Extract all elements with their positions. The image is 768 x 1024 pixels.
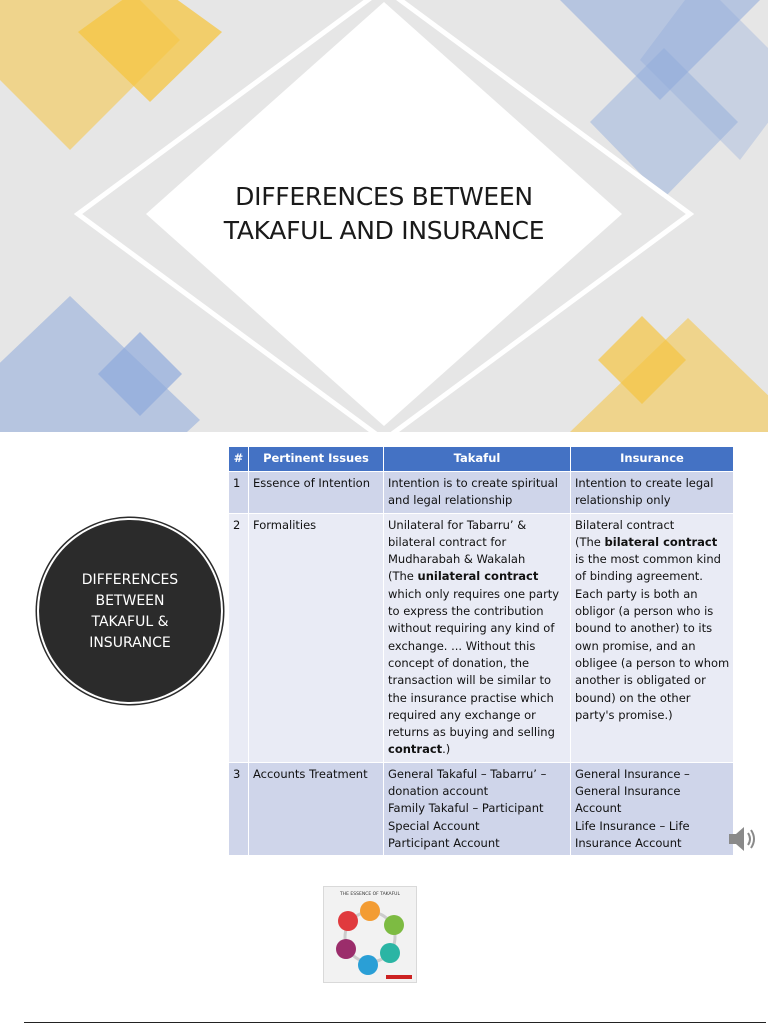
cell-text: (The (575, 534, 605, 549)
cell-text: .) (442, 742, 451, 757)
header-number: # (229, 447, 249, 472)
circle-line: INSURANCE (89, 635, 171, 651)
slide-title (184, 180, 584, 248)
takaful-cell: Intention is to create spiritual and legal relationship (384, 472, 571, 514)
slide-title-line: DIFFERENCES BETWEEN (235, 182, 533, 211)
speaker-icon[interactable] (726, 822, 760, 856)
cell-text: is the most common kind of binding agreement. Each party is both an obligor (a person who is bound to another) to its own promise, and an obligee (a person to whom another is obligated or bound) on the other party's promise.) (575, 552, 730, 722)
table-row (229, 513, 734, 762)
thumbnail-title: THE ESSENCE OF TAKAFUL (340, 892, 400, 897)
comparison-slide (0, 432, 768, 1024)
cell-text: (The (388, 569, 418, 584)
table-header-row (229, 447, 734, 472)
row-number: 3 (229, 762, 249, 855)
cell-line: General Insurance – General Insurance Account (575, 766, 690, 816)
cell-line: Bilateral contract (575, 517, 675, 532)
bold-term: contract (388, 742, 443, 757)
bold-term: bilateral contract (604, 534, 718, 549)
header-issues: Pertinent Issues (249, 447, 384, 472)
insurance-cell (571, 762, 734, 855)
cell-text: which only requires one party to express the contribution without requiring any kind of exchange. ... Without this concept of donation, the transaction will be similar to the insurance practise which required any exchange or returns as buying and selling (388, 586, 560, 740)
cell-line: Participant Account (388, 835, 500, 850)
insurance-cell: Intention to create legal relationship only (571, 472, 734, 514)
circle-line: BETWEEN (95, 593, 165, 609)
issue-cell: Formalities (249, 513, 384, 762)
issue-cell: Essence of Intention (249, 472, 384, 514)
essence-of-takaful-thumbnail[interactable] (323, 886, 417, 983)
slide-title-line: TAKAFUL AND INSURANCE (223, 216, 545, 245)
cell-line: Family Takaful – Participant Special Account (388, 801, 544, 833)
cell-line: Life Insurance – Life Insurance Account (575, 818, 690, 850)
header-insurance: Insurance (571, 447, 734, 472)
circle-title (39, 570, 221, 654)
bold-term: unilateral contract (417, 569, 539, 584)
comparison-table (228, 446, 734, 856)
section-circle (39, 520, 221, 702)
table-row (229, 762, 734, 855)
cell-line: General Takaful – Tabarru’ – donation account (388, 766, 547, 799)
table-row (229, 472, 734, 514)
row-number: 1 (229, 472, 249, 514)
row-number: 2 (229, 513, 249, 762)
cycle-diagram-image (324, 887, 416, 982)
header-takaful: Takaful (384, 447, 571, 472)
cell-line: Unilateral for Tabarru’ & bilateral contract for Mudharabah & Wakalah (388, 517, 527, 567)
page-divider (24, 1022, 766, 1023)
takaful-cell (384, 513, 571, 762)
takaful-cell (384, 762, 571, 855)
circle-line: DIFFERENCES (81, 572, 179, 588)
insurance-cell (571, 513, 734, 762)
title-slide (0, 0, 768, 432)
circle-line: TAKAFUL & (91, 614, 169, 630)
issue-cell: Accounts Treatment (249, 762, 384, 855)
